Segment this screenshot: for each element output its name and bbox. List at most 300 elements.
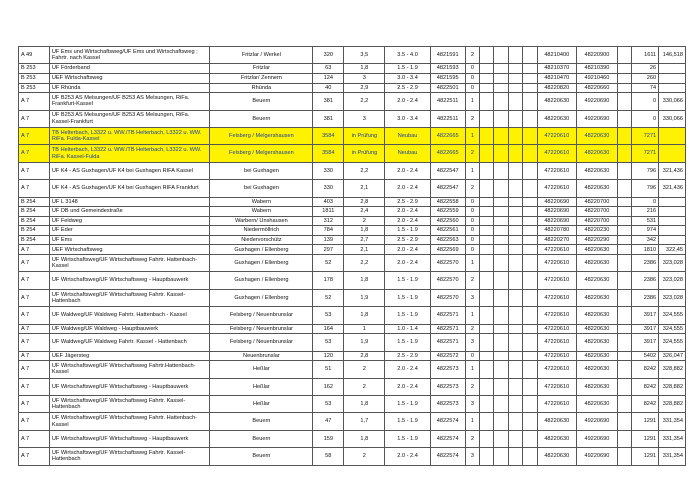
cell-rating: 1,8	[344, 64, 385, 74]
cell-km: 324,555	[659, 324, 686, 334]
cell-road: B 254	[19, 207, 50, 217]
cell-empty	[617, 245, 631, 255]
cell-range: 2.0 - 2.4	[385, 93, 430, 110]
cell-range: 2.5 - 2.9	[385, 235, 430, 245]
cell-structure-id: 4822574	[430, 413, 465, 430]
cell-station: 2386	[632, 255, 659, 272]
cell-empty	[508, 73, 522, 83]
cell-empty	[494, 235, 508, 245]
cell-empty	[494, 396, 508, 413]
cell-km	[659, 216, 686, 226]
cell-length: 1811	[313, 207, 344, 217]
cell-part: 3	[465, 334, 479, 351]
cell-station: 796	[632, 180, 659, 197]
cell-empty	[494, 83, 508, 93]
cell-empty	[523, 145, 537, 162]
cell-empty	[523, 64, 537, 74]
cell-empty	[617, 226, 631, 236]
cell-empty	[508, 307, 522, 324]
cell-empty	[494, 361, 508, 378]
cell-km	[659, 73, 686, 83]
cell-rating: 2	[344, 216, 385, 226]
cell-empty	[480, 226, 494, 236]
cell-description: UF Wirtschaftsweg/UF Wirtschaftsweg - Hauptbauwerk	[49, 430, 210, 447]
cell-empty	[480, 396, 494, 413]
cell-grid-from: 47220610	[537, 255, 576, 272]
cell-km	[659, 127, 686, 144]
cell-grid-from: 48220690	[537, 197, 576, 207]
cell-station: 0	[632, 197, 659, 207]
cell-rating: 1,8	[344, 226, 385, 236]
cell-road: B 254	[19, 197, 50, 207]
cell-grid-to: 48220630	[576, 255, 617, 272]
cell-range: 2.0 - 2.4	[385, 162, 430, 179]
cell-range: 1.5 - 1.9	[385, 307, 430, 324]
cell-range: 2.0 - 2.4	[385, 361, 430, 378]
cell-road: B 254	[19, 235, 50, 245]
cell-station: 8242	[632, 361, 659, 378]
cell-grid-to: 48220630	[576, 307, 617, 324]
cell-empty	[617, 235, 631, 245]
cell-structure-id: 4821595	[430, 73, 465, 83]
cell-rating: 2,2	[344, 93, 385, 110]
table-row	[19, 110, 686, 127]
cell-empty	[617, 180, 631, 197]
cell-range: 1.5 - 1.9	[385, 226, 430, 236]
cell-rating: 1,8	[344, 272, 385, 289]
cell-empty	[523, 216, 537, 226]
cell-empty	[480, 110, 494, 127]
cell-length: 320	[313, 47, 344, 64]
cell-station: 7271	[632, 145, 659, 162]
cell-description: UF K4 - AS Guxhagen/UF K4 bei Guxhagen RIFA Frankfurt	[49, 180, 210, 197]
cell-description: UF Wirtschaftsweg/UF Wirtschaftsweg Fahrtr. Hattenbach-Kassel	[49, 413, 210, 430]
cell-structure-id: 4822560	[430, 216, 465, 226]
cell-grid-from: 47220610	[537, 272, 576, 289]
cell-grid-from: 47220610	[537, 307, 576, 324]
cell-description: UF Feldweg	[49, 216, 210, 226]
cell-part: 3	[465, 289, 479, 306]
table-row	[19, 378, 686, 395]
cell-station: 1291	[632, 430, 659, 447]
cell-empty	[523, 162, 537, 179]
cell-grid-to: 48220630	[576, 289, 617, 306]
cell-part: 1	[465, 307, 479, 324]
cell-length: 53	[313, 334, 344, 351]
cell-empty	[523, 235, 537, 245]
table-row	[19, 430, 686, 447]
cell-range: 2.5 - 2.9	[385, 83, 430, 93]
cell-empty	[508, 197, 522, 207]
cell-description: UEF Wirtschaftsweg	[49, 73, 210, 83]
cell-km: 328,882	[659, 378, 686, 395]
cell-grid-to: 48220700	[576, 207, 617, 217]
cell-empty	[494, 307, 508, 324]
cell-structure-id: 4822570	[430, 289, 465, 306]
cell-grid-from: 48210370	[537, 64, 576, 74]
cell-road: A 7	[19, 255, 50, 272]
table-row	[19, 47, 686, 64]
table-row	[19, 73, 686, 83]
cell-structure-id: 4821593	[430, 64, 465, 74]
table-row	[19, 334, 686, 351]
cell-road: A 7	[19, 272, 50, 289]
cell-rating: 2	[344, 378, 385, 395]
cell-grid-from: 48210400	[537, 47, 576, 64]
cell-empty	[494, 226, 508, 236]
cell-empty	[494, 413, 508, 430]
cell-empty	[494, 197, 508, 207]
cell-station: 1810	[632, 245, 659, 255]
cell-range: 1.5 - 1.9	[385, 272, 430, 289]
cell-km: 331,354	[659, 430, 686, 447]
cell-range: 1.0 - 1.4	[385, 324, 430, 334]
cell-range: 3.0 - 3.4	[385, 73, 430, 83]
cell-range: 2.0 - 2.4	[385, 245, 430, 255]
cell-part: 1	[465, 255, 479, 272]
cell-part: 0	[465, 64, 479, 74]
cell-length: 139	[313, 235, 344, 245]
cell-empty	[480, 430, 494, 447]
cell-part: 0	[465, 216, 479, 226]
cell-empty	[508, 47, 522, 64]
cell-location: Felsberg / Melgershausen	[210, 145, 313, 162]
cell-empty	[617, 47, 631, 64]
cell-rating: 2,1	[344, 180, 385, 197]
cell-empty	[480, 93, 494, 110]
cell-structure-id: 4822511	[430, 93, 465, 110]
cell-location: Guxhagen / Ellenberg	[210, 289, 313, 306]
cell-road: B 253	[19, 73, 50, 83]
cell-station: 3917	[632, 324, 659, 334]
cell-structure-id: 4822571	[430, 324, 465, 334]
cell-location: bei Guxhagen	[210, 162, 313, 179]
cell-rating: 2,8	[344, 351, 385, 361]
cell-empty	[617, 289, 631, 306]
cell-road: A 7	[19, 307, 50, 324]
cell-empty	[480, 245, 494, 255]
cell-station: 531	[632, 216, 659, 226]
cell-grid-from: 48220690	[537, 207, 576, 217]
cell-road: B 253	[19, 64, 50, 74]
cell-km	[659, 197, 686, 207]
cell-grid-from: 47220610	[537, 180, 576, 197]
cell-station: 0	[632, 93, 659, 110]
cell-road: A 7	[19, 180, 50, 197]
cell-empty	[523, 396, 537, 413]
cell-structure-id: 4822569	[430, 245, 465, 255]
cell-location: bei Guxhagen	[210, 180, 313, 197]
cell-part: 2	[465, 378, 479, 395]
cell-length: 178	[313, 272, 344, 289]
cell-station: 0	[632, 110, 659, 127]
cell-description: UF B253 AS Melsungen/UF B253 AS Melsungen, RiFa. Frankfurt-Kassel	[49, 93, 210, 110]
cell-empty	[523, 351, 537, 361]
cell-empty	[494, 245, 508, 255]
cell-grid-from: 47220610	[537, 145, 576, 162]
cell-km: 323,028	[659, 272, 686, 289]
cell-rating: 1,7	[344, 413, 385, 430]
cell-empty	[494, 207, 508, 217]
cell-grid-to: 48220630	[576, 245, 617, 255]
cell-road: A 7	[19, 145, 50, 162]
cell-empty	[617, 127, 631, 144]
cell-part: 1	[465, 413, 479, 430]
cell-description: TB Helterbach, L3322 u. WW./TB Helterbach, L3322 u. WW. RiFa. Fulda-Kassel	[49, 127, 210, 144]
cell-empty	[508, 162, 522, 179]
cell-rating: 2,1	[344, 245, 385, 255]
cell-grid-to: 48220230	[576, 226, 617, 236]
cell-structure-id: 4821591	[430, 47, 465, 64]
cell-grid-from: 48220270	[537, 235, 576, 245]
cell-structure-id: 4822570	[430, 255, 465, 272]
cell-km: 321,436	[659, 162, 686, 179]
cell-range: 2.0 - 2.4	[385, 448, 430, 465]
cell-location: Warbern/ Unshausen	[210, 216, 313, 226]
cell-length: 47	[313, 413, 344, 430]
cell-km: 331,354	[659, 413, 686, 430]
cell-empty	[523, 448, 537, 465]
cell-empty	[617, 378, 631, 395]
cell-length: 53	[313, 307, 344, 324]
cell-length: 403	[313, 197, 344, 207]
table-row	[19, 245, 686, 255]
cell-location: Heßlar	[210, 378, 313, 395]
cell-part: 2	[465, 110, 479, 127]
cell-km: 330,066	[659, 110, 686, 127]
cell-grid-to: 48220630	[576, 378, 617, 395]
cell-empty	[523, 255, 537, 272]
cell-empty	[480, 47, 494, 64]
cell-grid-from: 47220610	[537, 378, 576, 395]
cell-empty	[508, 378, 522, 395]
cell-empty	[480, 197, 494, 207]
cell-location: Beuern	[210, 93, 313, 110]
cell-station: 2386	[632, 272, 659, 289]
cell-part: 0	[465, 197, 479, 207]
cell-rating: 1,8	[344, 430, 385, 447]
cell-empty	[480, 235, 494, 245]
cell-station: 1291	[632, 413, 659, 430]
cell-km: 328,882	[659, 361, 686, 378]
cell-range: 1.5 - 1.9	[385, 289, 430, 306]
cell-range: 2.5 - 2.9	[385, 351, 430, 361]
cell-grid-to: 49220690	[576, 413, 617, 430]
cell-empty	[508, 396, 522, 413]
cell-empty	[480, 127, 494, 144]
cell-location: Beuern	[210, 448, 313, 465]
cell-station: 260	[632, 73, 659, 83]
cell-empty	[523, 324, 537, 334]
cell-grid-to: 49220690	[576, 430, 617, 447]
cell-length: 52	[313, 255, 344, 272]
table-row	[19, 448, 686, 465]
cell-empty	[508, 110, 522, 127]
cell-road: A 7	[19, 289, 50, 306]
cell-location: Wabern	[210, 207, 313, 217]
cell-road: B 253	[19, 83, 50, 93]
cell-empty	[494, 272, 508, 289]
cell-station: 2386	[632, 289, 659, 306]
cell-station: 26	[632, 64, 659, 74]
cell-rating: 3	[344, 73, 385, 83]
cell-structure-id: 4822574	[430, 448, 465, 465]
cell-empty	[523, 413, 537, 430]
cell-empty	[508, 145, 522, 162]
cell-rating: 3,5	[344, 47, 385, 64]
cell-empty	[617, 83, 631, 93]
cell-empty	[480, 216, 494, 226]
cell-empty	[617, 207, 631, 217]
cell-empty	[617, 145, 631, 162]
cell-empty	[617, 73, 631, 83]
cell-grid-to: 49220690	[576, 448, 617, 465]
cell-location: Niedervorschütz	[210, 235, 313, 245]
cell-empty	[617, 430, 631, 447]
cell-empty	[508, 127, 522, 144]
cell-empty	[523, 272, 537, 289]
cell-description: UF Wirtschaftsweg/UF Wirtschaftsweg - Hauptbauwerk	[49, 378, 210, 395]
cell-part: 1	[465, 361, 479, 378]
cell-km: 146,518	[659, 47, 686, 64]
cell-road: A 7	[19, 396, 50, 413]
cell-empty	[494, 93, 508, 110]
cell-structure-id: 4822571	[430, 334, 465, 351]
cell-location: Beuern	[210, 430, 313, 447]
cell-empty	[523, 93, 537, 110]
cell-structure-id: 4822574	[430, 430, 465, 447]
cell-empty	[480, 207, 494, 217]
cell-length: 164	[313, 324, 344, 334]
cell-rating: 1,9	[344, 334, 385, 351]
cell-location: Rhünda	[210, 83, 313, 93]
cell-grid-to: 48220630	[576, 361, 617, 378]
cell-station: 5402	[632, 351, 659, 361]
cell-length: 120	[313, 351, 344, 361]
cell-range: 1.5 - 1.9	[385, 64, 430, 74]
cell-length: 162	[313, 378, 344, 395]
cell-description: UF Rhünda	[49, 83, 210, 93]
cell-empty	[494, 145, 508, 162]
table-row	[19, 83, 686, 93]
cell-empty	[480, 73, 494, 83]
cell-range: 2.0 - 2.4	[385, 378, 430, 395]
cell-grid-to: 48220660	[576, 83, 617, 93]
cell-empty	[480, 145, 494, 162]
cell-part: 2	[465, 430, 479, 447]
cell-part: 3	[465, 396, 479, 413]
cell-length: 51	[313, 361, 344, 378]
cell-empty	[617, 307, 631, 324]
cell-description: UF Förderband	[49, 64, 210, 74]
cell-description: UF Waldweg/UF Waldweg Fahrtr. Hattenbach - Kassel	[49, 307, 210, 324]
cell-structure-id: 4822501	[430, 83, 465, 93]
cell-empty	[494, 334, 508, 351]
cell-range: 1.5 - 1.9	[385, 430, 430, 447]
table-row	[19, 145, 686, 162]
cell-structure-id: 4822573	[430, 378, 465, 395]
cell-location: Fritzlar	[210, 64, 313, 74]
cell-grid-from: 47220610	[537, 334, 576, 351]
cell-road: B 254	[19, 226, 50, 236]
cell-empty	[617, 162, 631, 179]
cell-empty	[508, 334, 522, 351]
cell-rating: 1,8	[344, 307, 385, 324]
cell-grid-from: 47220610	[537, 245, 576, 255]
cell-length: 312	[313, 216, 344, 226]
cell-empty	[480, 289, 494, 306]
cell-grid-from: 47220610	[537, 289, 576, 306]
cell-empty	[480, 413, 494, 430]
cell-station: 8242	[632, 396, 659, 413]
cell-empty	[480, 351, 494, 361]
cell-station: 7271	[632, 127, 659, 144]
cell-location: Niedermöllrich	[210, 226, 313, 236]
table-row	[19, 324, 686, 334]
cell-empty	[523, 73, 537, 83]
cell-location: Felsberg / Neuenbrunslar	[210, 334, 313, 351]
cell-location: Guxhagen / Ellenberg	[210, 255, 313, 272]
cell-empty	[523, 361, 537, 378]
cell-description: UF Wirtschaftsweg/UF Wirtschaftsweg Fahrtr. Kassel-Hattenbach	[49, 448, 210, 465]
table-row	[19, 289, 686, 306]
cell-grid-from: 48210470	[537, 73, 576, 83]
cell-empty	[480, 324, 494, 334]
cell-structure-id: 4822665	[430, 145, 465, 162]
cell-description: UEF Jägersteg	[49, 351, 210, 361]
cell-rating: 2,2	[344, 162, 385, 179]
cell-structure-id: 4822571	[430, 307, 465, 324]
cell-empty	[523, 180, 537, 197]
cell-structure-id: 4822559	[430, 207, 465, 217]
cell-road: A 7	[19, 334, 50, 351]
cell-part: 0	[465, 83, 479, 93]
table-row	[19, 93, 686, 110]
cell-empty	[523, 289, 537, 306]
table-row	[19, 351, 686, 361]
cell-empty	[494, 255, 508, 272]
cell-length: 40	[313, 83, 344, 93]
cell-description: TB Helterbach, L3322 u. WW./TB Helterbach, L3322 u. WW. RiFa. Kassel-Fulda	[49, 145, 210, 162]
cell-empty	[508, 235, 522, 245]
cell-empty	[617, 216, 631, 226]
cell-rating: 3	[344, 110, 385, 127]
cell-empty	[523, 127, 537, 144]
cell-grid-to: 48220630	[576, 351, 617, 361]
cell-location: Felsberg / Melgershausen	[210, 127, 313, 144]
cell-empty	[617, 361, 631, 378]
cell-road: A 7	[19, 361, 50, 378]
cell-km: 331,354	[659, 448, 686, 465]
cell-empty	[494, 110, 508, 127]
cell-grid-from: 47220610	[537, 162, 576, 179]
cell-empty	[508, 245, 522, 255]
cell-empty	[523, 47, 537, 64]
cell-grid-from: 47220610	[537, 396, 576, 413]
cell-structure-id: 4822570	[430, 272, 465, 289]
cell-description: UF DB und Gemeindestraße	[49, 207, 210, 217]
cell-empty	[523, 226, 537, 236]
cell-part: 0	[465, 235, 479, 245]
cell-empty	[494, 448, 508, 465]
cell-grid-from: 47220610	[537, 324, 576, 334]
cell-grid-from: 48220630	[537, 93, 576, 110]
cell-location: Guxhagen / Ellenberg	[210, 245, 313, 255]
cell-road: A 49	[19, 47, 50, 64]
cell-road: A 7	[19, 413, 50, 430]
cell-empty	[523, 207, 537, 217]
cell-empty	[508, 226, 522, 236]
